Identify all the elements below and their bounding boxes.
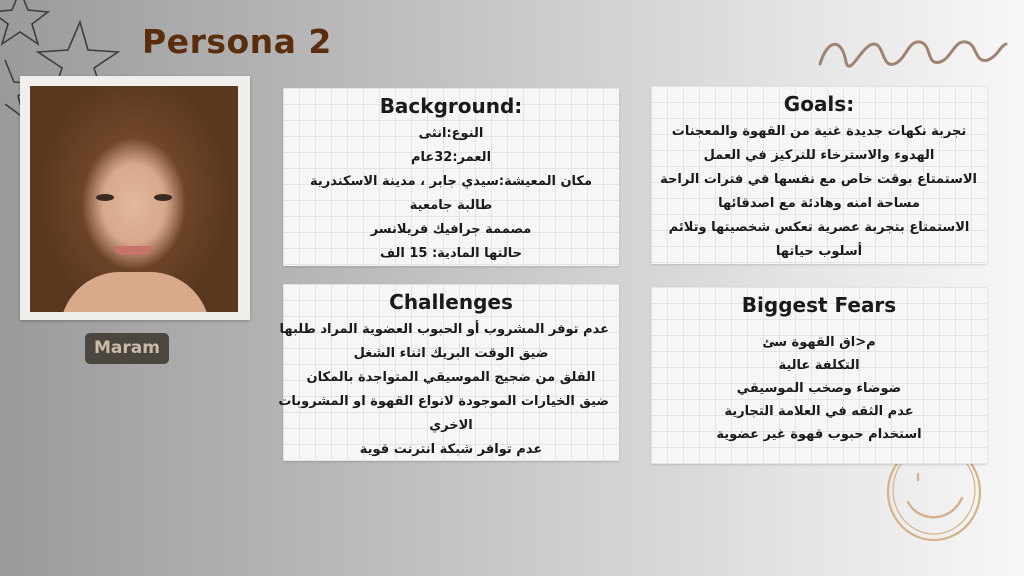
goals-line: تجربة نكهات جديدة غنية من القهوة والمعجنات xyxy=(671,124,967,139)
background-line: مصممة جرافيك فريلانسر xyxy=(370,222,532,237)
persona-name-tag: Maram xyxy=(85,333,169,364)
persona-photo-frame xyxy=(20,76,250,320)
challenges-heading: Challenges xyxy=(389,290,513,314)
challenges-line: عدم توفر المشروب أو الحبوب العضوية المراد طلبها xyxy=(279,322,609,337)
background-line: حالتها المادية: 15 الف xyxy=(380,246,522,261)
fears-line: استخدام حبوب قهوة غير عضوية xyxy=(716,427,922,442)
fears-line: التكلفة عالية xyxy=(778,358,860,373)
goals-heading: Goals: xyxy=(783,92,855,116)
goals-line: الاستمتاع بوقت خاص مع نفسها في فترات الراحة xyxy=(660,172,977,187)
persona-photo xyxy=(30,86,238,312)
goals-line: مساحة امنه وهادئة مع اصدقائها xyxy=(718,196,920,211)
goals-line: الهدوء والاسترخاء للتركيز في العمل xyxy=(703,148,935,163)
page-title: Persona 2 xyxy=(142,22,332,61)
challenges-line: القلق من ضجيج الموسيقي المتواجدة بالمكان xyxy=(306,370,596,385)
challenges-line: ضيق الخيارات الموجودة لانواع القهوة او المشروبات xyxy=(278,394,609,409)
fears-card xyxy=(651,287,987,464)
background-line: العمر:32عام xyxy=(410,150,492,165)
background-line: طالبة جامعية xyxy=(409,198,493,213)
goals-card xyxy=(651,86,987,264)
goals-line: الاستمتاع بتجربة عصرية تعكس شخصيتها وتلائم xyxy=(668,220,970,235)
fears-line: م<اق القهوة سئ xyxy=(762,335,876,350)
fears-line: عدم الثقه في العلامة التجارية xyxy=(724,404,914,419)
squiggle-doodle-icon xyxy=(818,34,1008,78)
background-heading: Background: xyxy=(379,94,523,118)
background-line: النوع:انثى xyxy=(418,126,484,141)
challenges-line: ضيق الوقت البريك اثناء الشغل xyxy=(353,346,549,361)
background-line: مكان المعيشة:سيدي جابر ، مدينة الاسكندرية xyxy=(309,174,593,189)
background-card xyxy=(283,88,619,266)
goals-line: أسلوب حياتها xyxy=(775,244,863,259)
challenges-line: الاخري xyxy=(429,418,473,433)
challenges-line: عدم توافر شبكة انترنت قوية xyxy=(359,442,543,457)
challenges-card xyxy=(278,284,619,461)
fears-line: ضوضاء وصخب الموسيقي xyxy=(736,381,902,396)
fears-heading: Biggest Fears xyxy=(741,293,897,317)
